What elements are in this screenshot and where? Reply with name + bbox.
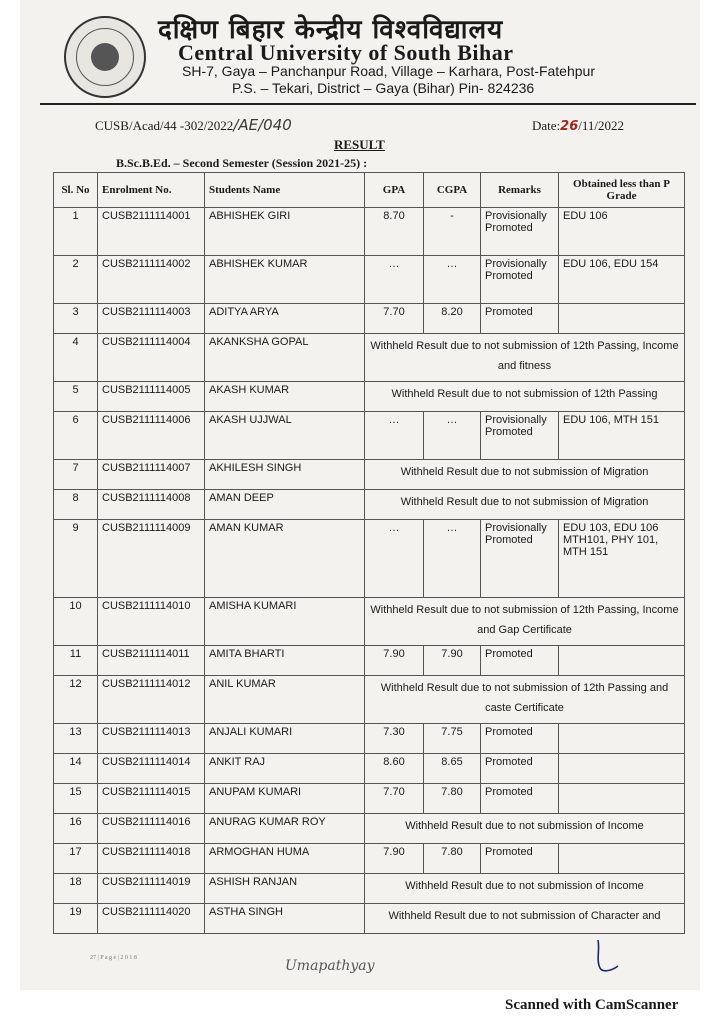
hindi-university-name: दक्षिण बिहार केन्द्रीय विश्वविद्यालय [158,15,504,45]
cell-gpa: … [365,256,424,304]
cell-remarks: Promoted [481,304,559,334]
cell-remarks: Promoted [481,724,559,754]
cell-less-than-p-grade [559,724,685,754]
date-day-handwritten: 26 [560,119,579,134]
cell-gpa: 8.60 [365,754,424,784]
cell-gpa: 7.30 [365,724,424,754]
cell-less-than-p-grade: EDU 106, MTH 151 [559,412,685,460]
table-row [54,490,685,520]
table-row [54,304,685,334]
address-line-1: SH-7, Gaya – Panchanpur Road, Village – Karhara, Post-Fatehpur [182,63,595,79]
cell-enrolment-no: CUSB2111114010 [98,598,205,646]
cell-less-than-p-grade [559,646,685,676]
cell-gpa: 7.90 [365,646,424,676]
cell-sl-no: 10 [54,598,98,646]
cell-student-name: ANUPAM KUMARI [205,784,365,814]
header-less-than-p-grade: Obtained less than P Grade [559,173,685,208]
cell-withheld-note: Withheld Result due to not submission of Migration [365,490,685,520]
table-row [54,784,685,814]
cell-enrolment-no: CUSB2111114007 [98,460,205,490]
cell-sl-no: 18 [54,874,98,904]
header-gpa: GPA [365,173,424,208]
header-divider [40,103,696,105]
cell-sl-no: 14 [54,754,98,784]
cell-remarks: Provisionally Promoted [481,412,559,460]
cell-student-name: ARMOGHAN HUMA [205,844,365,874]
cell-sl-no: 19 [54,904,98,934]
cell-gpa: 7.90 [365,844,424,874]
cell-cgpa: - [424,208,481,256]
cell-withheld-note: Withheld Result due to not submission of 12th Passing [365,382,685,412]
cell-sl-no: 11 [54,646,98,676]
cell-sl-no: 8 [54,490,98,520]
cell-student-name: ASTHA SINGH [205,904,365,934]
cell-student-name: AMITA BHARTI [205,646,365,676]
reference-number [95,116,292,134]
cell-enrolment-no: CUSB2111114011 [98,646,205,676]
page-footer-mark: 27 | P a g e | 2 0 1 8 [90,955,137,961]
header-sl-no: Sl. No [54,173,98,208]
cell-remarks: Promoted [481,754,559,784]
cell-sl-no: 7 [54,460,98,490]
table-row [54,208,685,256]
cell-less-than-p-grade [559,754,685,784]
cell-student-name: ASHISH RANJAN [205,874,365,904]
table-row [54,874,685,904]
cell-cgpa: … [424,256,481,304]
address-line-2: P.S. – Tekari, District – Gaya (Bihar) Pin- 824236 [232,80,535,96]
date-rest: /11/2022 [578,118,624,133]
university-logo [64,16,146,98]
cell-student-name: ANIL KUMAR [205,676,365,724]
cell-enrolment-no: CUSB2111114014 [98,754,205,784]
table-row [54,754,685,784]
reference-handwritten: /AE/040 [233,116,292,134]
header-student-name: Students Name [205,173,365,208]
cell-withheld-note: Withheld Result due to not submission of 12th Passing, Income and fitness [365,334,685,382]
cell-student-name: ABHISHEK KUMAR [205,256,365,304]
cell-enrolment-no: CUSB2111114018 [98,844,205,874]
cell-gpa: 7.70 [365,784,424,814]
cell-student-name: AKASH KUMAR [205,382,365,412]
cell-student-name: ANKIT RAJ [205,754,365,784]
cell-withheld-note: Withheld Result due to not submission of 12th Passing, Income and Gap Certificate [365,598,685,646]
table-row [54,904,685,934]
cell-enrolment-no: CUSB2111114008 [98,490,205,520]
cell-enrolment-no: CUSB2111114001 [98,208,205,256]
cell-withheld-note: Withheld Result due to not submission of Migration [365,460,685,490]
cell-remarks: Promoted [481,784,559,814]
table-row [54,724,685,754]
signature-scribble [588,938,628,983]
table-row [54,256,685,304]
cell-sl-no: 13 [54,724,98,754]
cell-student-name: AMAN KUMAR [205,520,365,598]
cell-withheld-note: Withheld Result due to not submission of Character and [365,904,685,934]
cell-enrolment-no: CUSB2111114005 [98,382,205,412]
cell-less-than-p-grade [559,784,685,814]
table-row [54,814,685,844]
handwritten-signature: Umapathyay [285,958,375,974]
cell-student-name: ABHISHEK GIRI [205,208,365,256]
cell-sl-no: 4 [54,334,98,382]
cell-remarks: Provisionally Promoted [481,208,559,256]
table-row [54,598,685,646]
table-row [54,844,685,874]
cell-sl-no: 1 [54,208,98,256]
cell-cgpa: 7.75 [424,724,481,754]
cell-remarks: Promoted [481,844,559,874]
cell-gpa: … [365,520,424,598]
cell-enrolment-no: CUSB2111114019 [98,874,205,904]
table-header-row [54,173,685,208]
cell-enrolment-no: CUSB2111114006 [98,412,205,460]
cell-student-name: AKASH UJJWAL [205,412,365,460]
cell-withheld-note: Withheld Result due to not submission of Income [365,814,685,844]
header-cgpa: CGPA [424,173,481,208]
university-name: Central University of South Bihar [178,40,514,65]
cell-cgpa: 7.90 [424,646,481,676]
date-label: Date: [532,118,561,133]
cell-enrolment-no: CUSB2111114009 [98,520,205,598]
cell-less-than-p-grade [559,844,685,874]
cell-gpa: 7.70 [365,304,424,334]
cell-remarks: Promoted [481,646,559,676]
cell-sl-no: 3 [54,304,98,334]
cell-sl-no: 12 [54,676,98,724]
table-row [54,334,685,382]
cell-less-than-p-grade: EDU 106, EDU 154 [559,256,685,304]
cell-cgpa: 7.80 [424,844,481,874]
cell-enrolment-no: CUSB2111114012 [98,676,205,724]
cell-cgpa: 8.65 [424,754,481,784]
cell-enrolment-no: CUSB2111114003 [98,304,205,334]
cell-sl-no: 17 [54,844,98,874]
cell-sl-no: 2 [54,256,98,304]
cell-withheld-note: Withheld Result due to not submission of 12th Passing and caste Certificate [365,676,685,724]
table-row [54,646,685,676]
result-title: RESULT [334,137,385,152]
cell-student-name: ANURAG KUMAR ROY [205,814,365,844]
cell-enrolment-no: CUSB2111114013 [98,724,205,754]
cell-cgpa: 7.80 [424,784,481,814]
cell-cgpa: 8.20 [424,304,481,334]
cell-remarks: Provisionally Promoted [481,256,559,304]
table-row [54,460,685,490]
table-row [54,520,685,598]
issue-date [532,118,624,134]
table-row [54,676,685,724]
logo-emblem [76,28,134,86]
logo-tree-icon [91,43,119,71]
header-enrolment-no: Enrolment No. [98,173,205,208]
cell-student-name: ADITYA ARYA [205,304,365,334]
course-line: B.Sc.B.Ed. – Second Semester (Session 2021-25) : [116,156,368,170]
cell-withheld-note: Withheld Result due to not submission of Income [365,874,685,904]
cell-student-name: AMISHA KUMARI [205,598,365,646]
cell-less-than-p-grade: EDU 106 [559,208,685,256]
result-table [53,172,685,934]
cell-less-than-p-grade: EDU 103, EDU 106 MTH101, PHY 101, MTH 151 [559,520,685,598]
cell-sl-no: 5 [54,382,98,412]
cell-remarks: Provisionally Promoted [481,520,559,598]
cell-gpa: … [365,412,424,460]
cell-enrolment-no: CUSB2111114020 [98,904,205,934]
cell-student-name: AKHILESH SINGH [205,460,365,490]
cell-sl-no: 6 [54,412,98,460]
cell-cgpa: … [424,520,481,598]
cell-enrolment-no: CUSB2111114016 [98,814,205,844]
cell-enrolment-no: CUSB2111114015 [98,784,205,814]
cell-student-name: AMAN DEEP [205,490,365,520]
table-row [54,412,685,460]
cell-student-name: ANJALI KUMARI [205,724,365,754]
cell-student-name: AKANKSHA GOPAL [205,334,365,382]
camscanner-watermark: Scanned with CamScanner [505,997,679,1013]
cell-enrolment-no: CUSB2111114004 [98,334,205,382]
cell-enrolment-no: CUSB2111114002 [98,256,205,304]
cell-less-than-p-grade [559,304,685,334]
cell-gpa: 8.70 [365,208,424,256]
cell-sl-no: 15 [54,784,98,814]
reference-printed: CUSB/Acad/44 -302/2022 [95,118,234,133]
cell-sl-no: 16 [54,814,98,844]
cell-cgpa: … [424,412,481,460]
header-remarks: Remarks [481,173,559,208]
cell-sl-no: 9 [54,520,98,598]
table-row [54,382,685,412]
